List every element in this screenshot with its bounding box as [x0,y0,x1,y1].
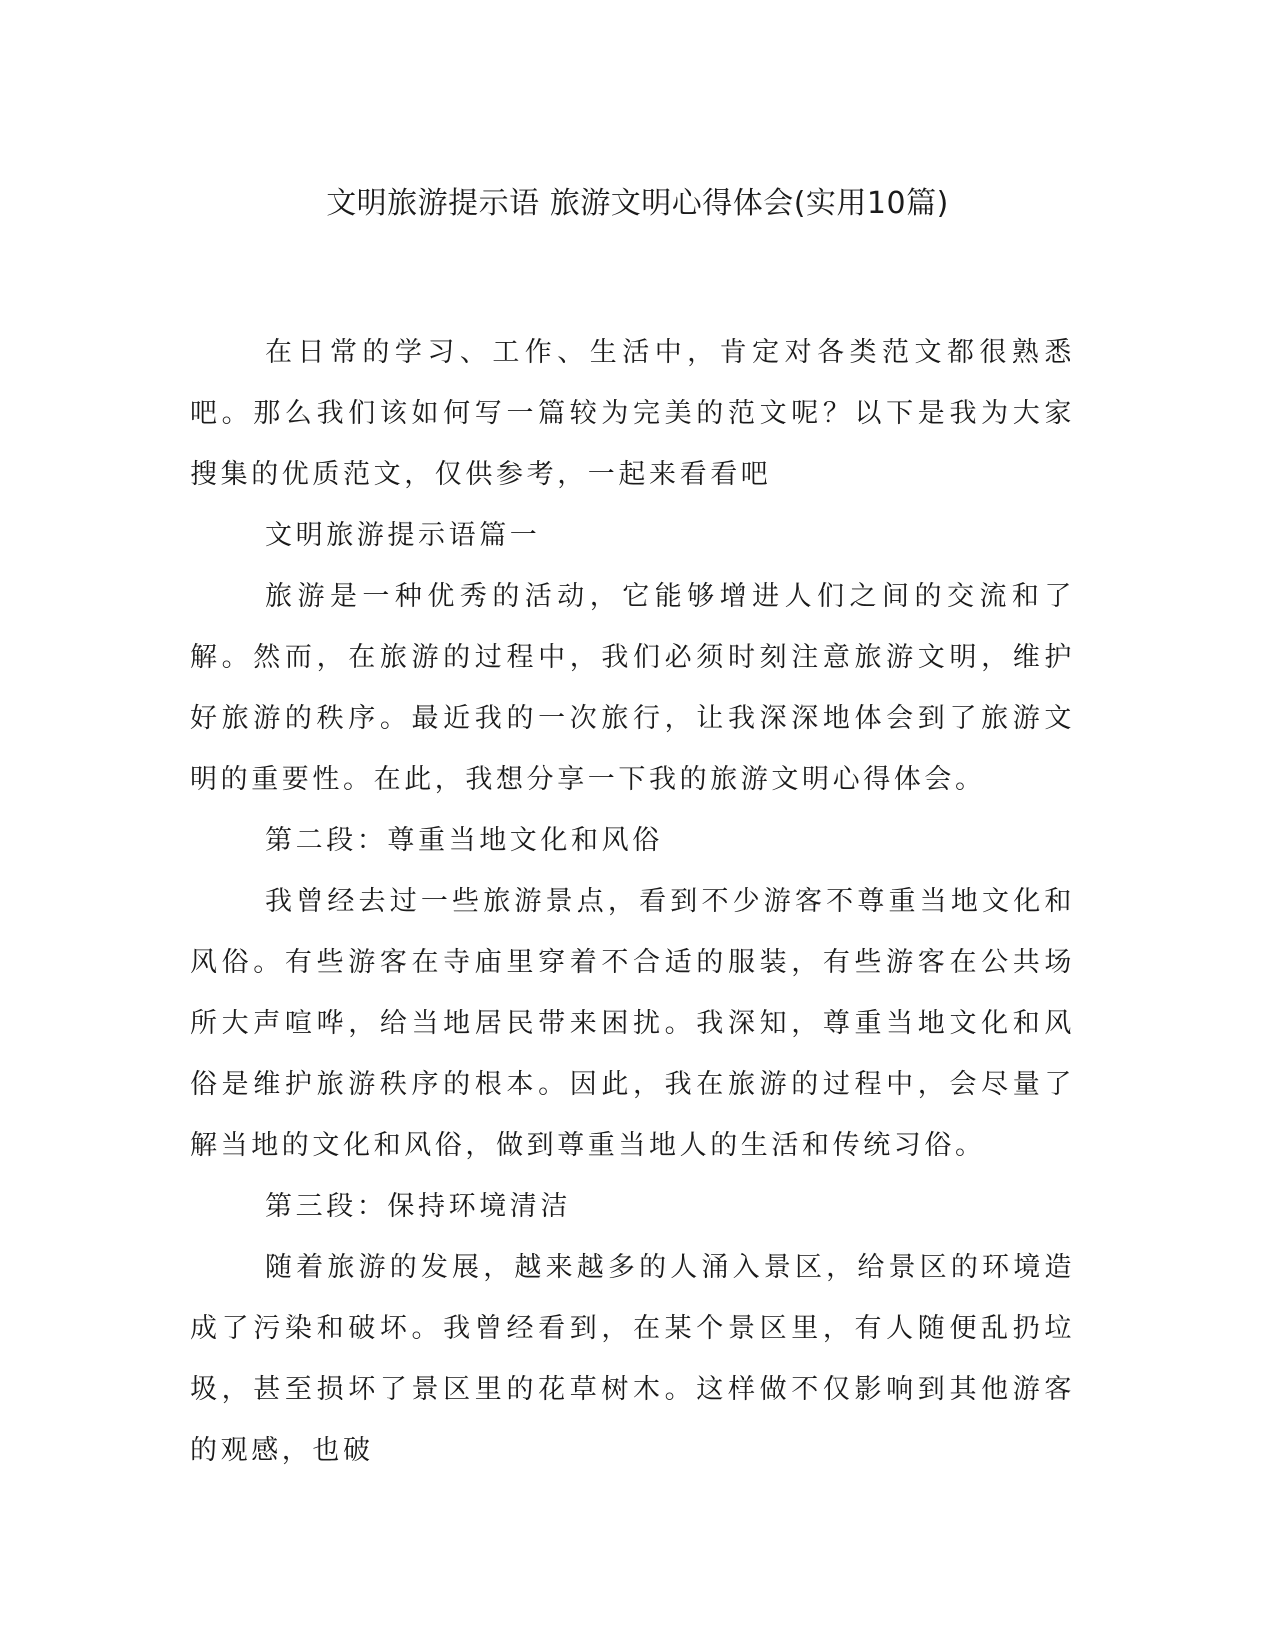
intro-paragraph: 在日常的学习、工作、生活中，肯定对各类范文都很熟悉吧。那么我们该如何写一篇较为完美的范文呢？以下是我为大家搜集的优质范文，仅供参考，一起来看看吧 [190,337,1075,490]
body-paragraph: 随着旅游的发展，越来越多的人涌入景区，给景区的环境造成了污染和破坏。我曾经看到，在某个景区里，有人随便乱扔垃圾，甚至损坏了景区里的花草树木。这样做不仅影响到其他游客的观感，也破 [190,1252,1075,1466]
body-paragraph: 旅游是一种优秀的活动，它能够增进人们之间的交流和了解。然而，在旅游的过程中，我们必须时刻注意旅游文明，维护好旅游的秩序。最近我的一次旅行，让我深深地体会到了旅游文明的重要性。在此，我想分享一下我的旅游文明心得体会。 [190,581,1075,795]
section-heading-third: 第三段：保持环境清洁 [265,1191,571,1222]
body-paragraph: 我曾经去过一些旅游景点，看到不少游客不尊重当地文化和风俗。有些游客在寺庙里穿着不合适的服装，有些游客在公共场所大声喧哗，给当地居民带来困扰。我深知，尊重当地文化和风俗是维护旅游秩序的根本。因此，我在旅游的过程中，会尽量了解当地的文化和风俗，做到尊重当地人的生活和传统习俗。 [190,886,1075,1161]
section-heading-second: 第二段：尊重当地文化和风俗 [265,825,663,856]
section-heading-part-one: 文明旅游提示语篇一 [265,520,541,551]
document-body [190,322,1075,1481]
document-title: 文明旅游提示语 旅游文明心得体会(实用10篇) [326,186,949,221]
